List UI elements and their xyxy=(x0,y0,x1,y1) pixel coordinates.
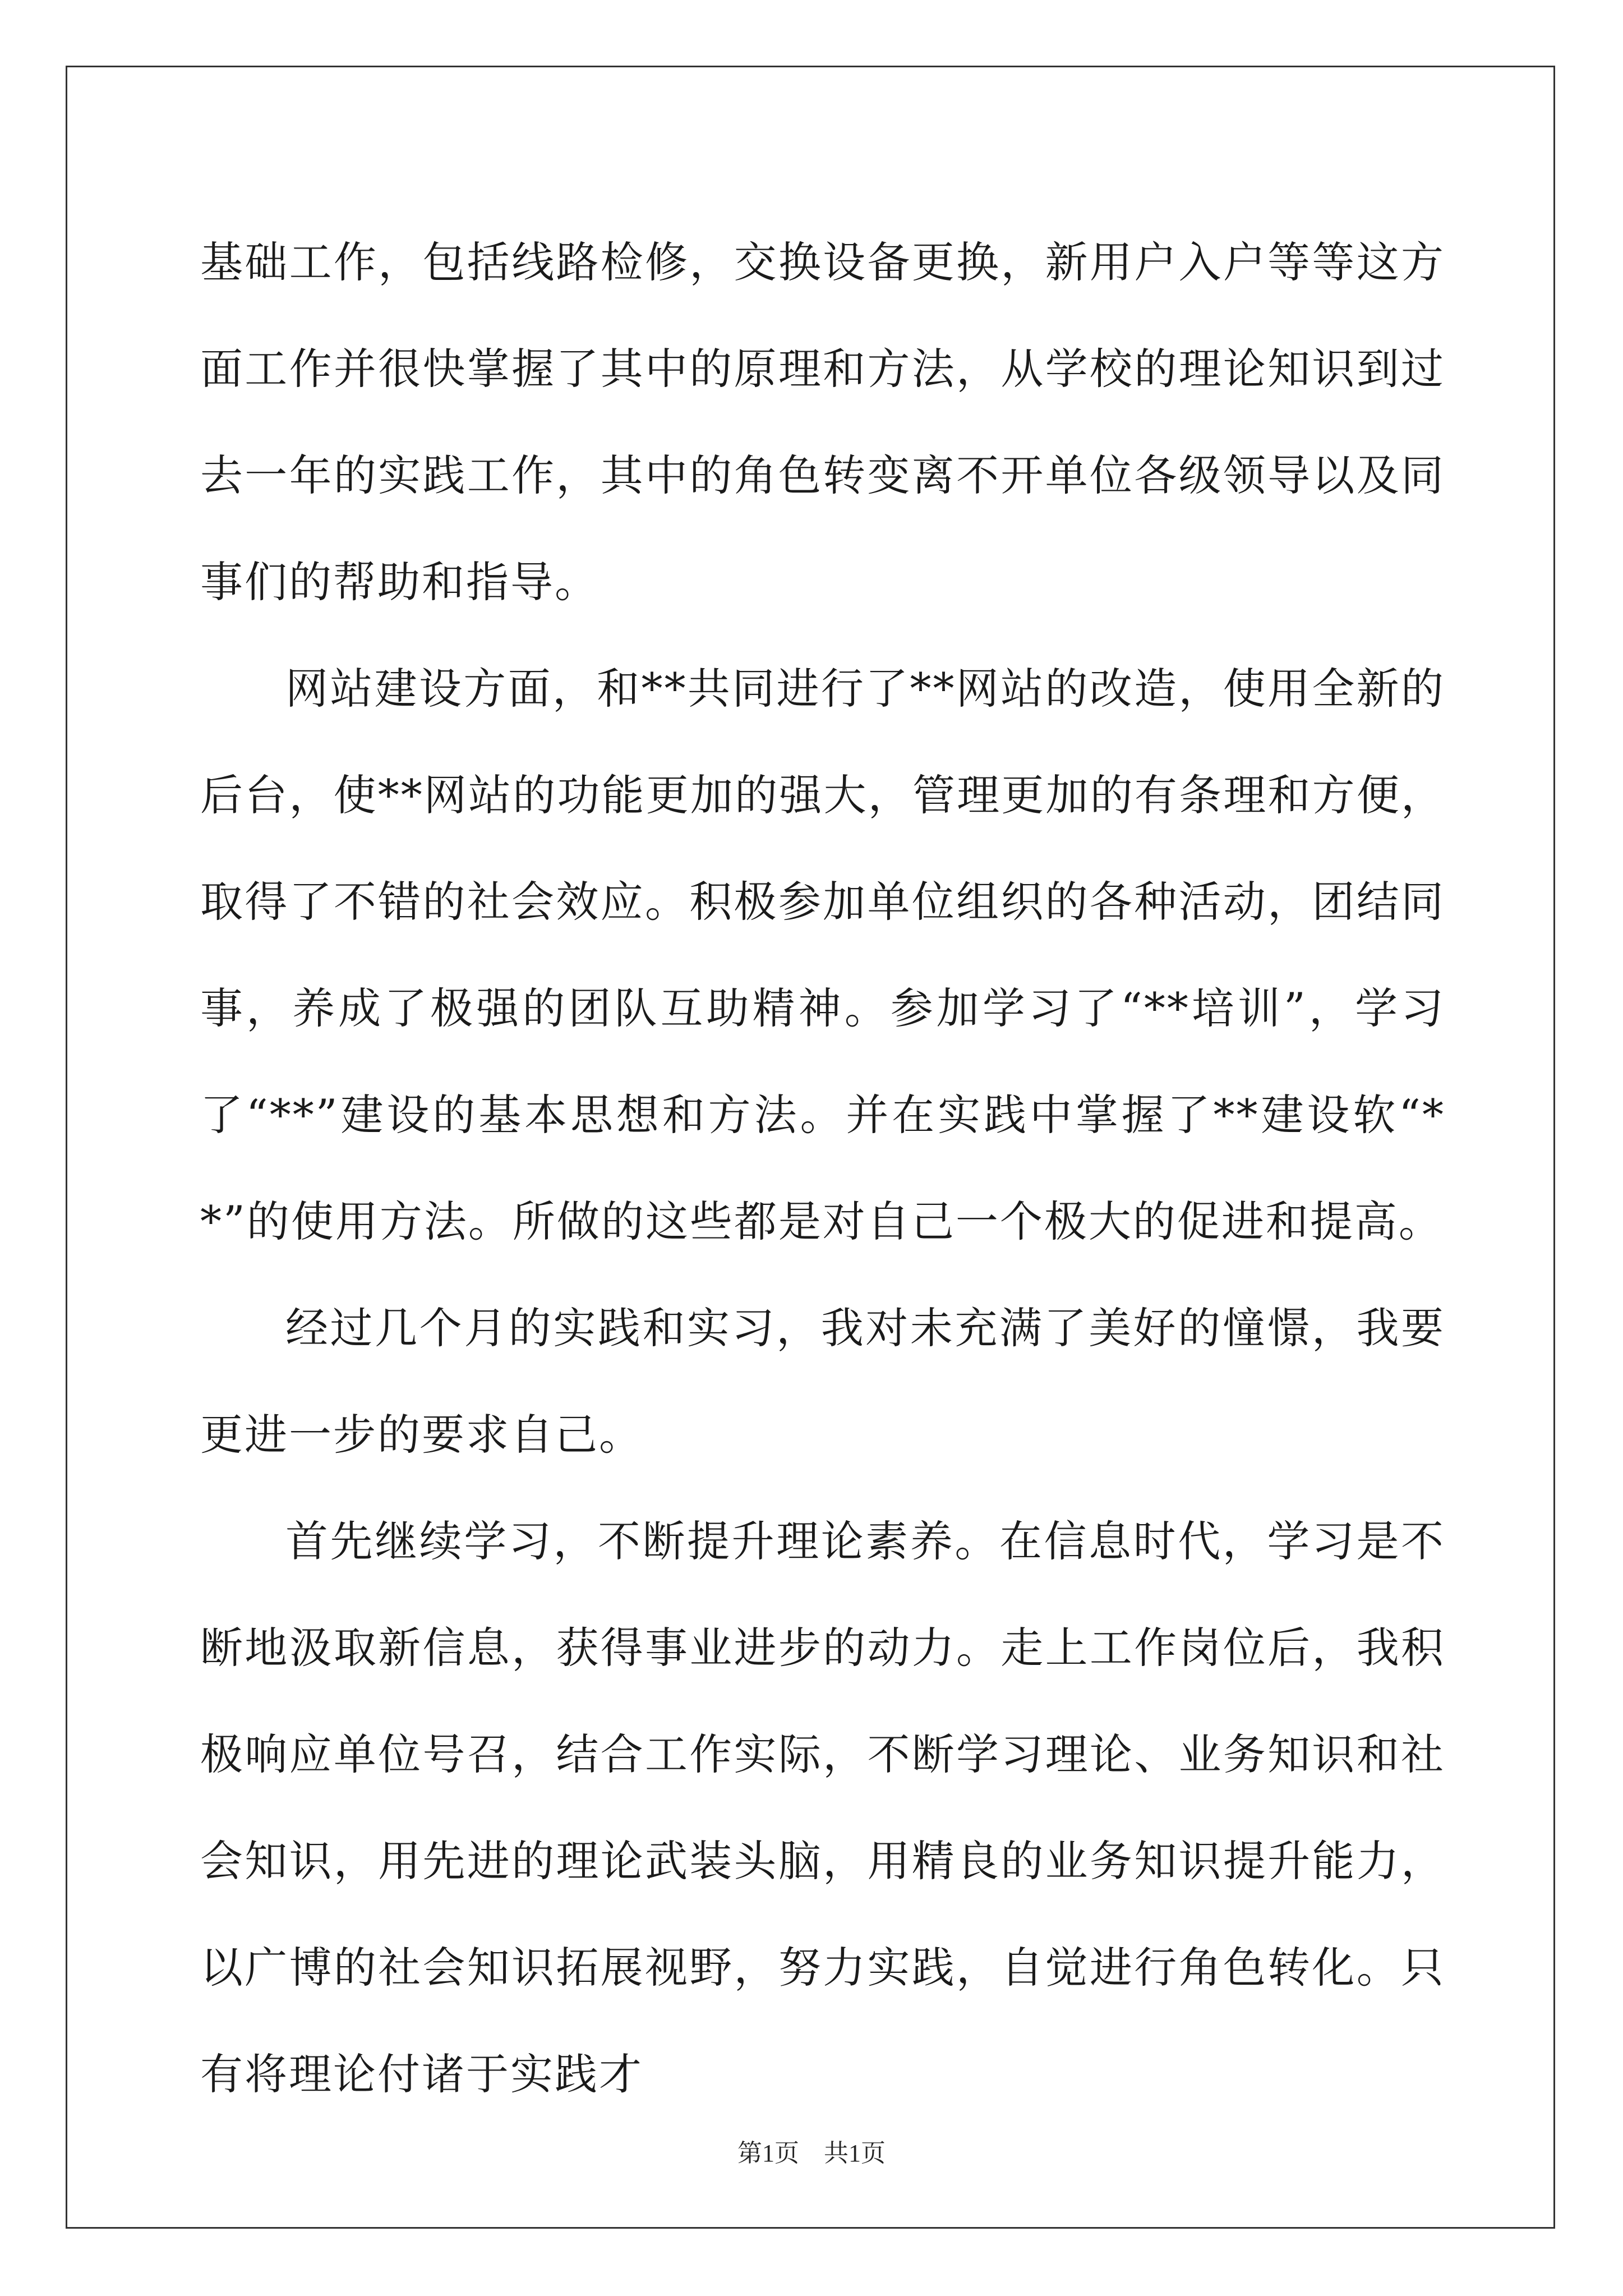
page-number-footer: 第1页 共1页 xyxy=(737,2139,886,2167)
paragraph-4: 首先继续学习，不断提升理论素养。在信息时代，学习是不断地汲取新信息，获得事业进步的动力。走上工作岗位后，我积极响应单位号召，结合工作实际，不断学习理论、业务知识和社会知识，用先进的理论武装头脑，用精良的业务知识提升能力，以广博的社会知识拓展视野，努力实践，自觉进行角色转化。只有将理论付诸于实践才 xyxy=(200,1516,1445,2099)
paragraph-2: 网站建设方面，和**共同进行了**网站的改造，使用全新的后台，使**网站的功能更加的强大，管理更加的有条理和方便，取得了不错的社会效应。积极参加单位组织的各种活动，团结同事，养成了极强的团队互助精神。参加学习了“**培训”，学习了“**”建设的基本思想和方法。并在实践中掌握了**建设软“**”的使用方法。所做的这些都是对自己一个极大的促进和提高。 xyxy=(200,664,1445,1246)
paragraph-3: 经过几个月的实践和实习，我对未充满了美好的憧憬，我要更进一步的要求自己。 xyxy=(200,1303,1445,1460)
document-body xyxy=(200,209,1445,2128)
paragraph-1: 基础工作，包括线路检修，交换设备更换，新用户入户等等这方面工作并很快掌握了其中的原理和方法，从学校的理论知识到过去一年的实践工作，其中的角色转变离不开单位各级领导以及同事们的帮助和指导。 xyxy=(200,237,1445,607)
